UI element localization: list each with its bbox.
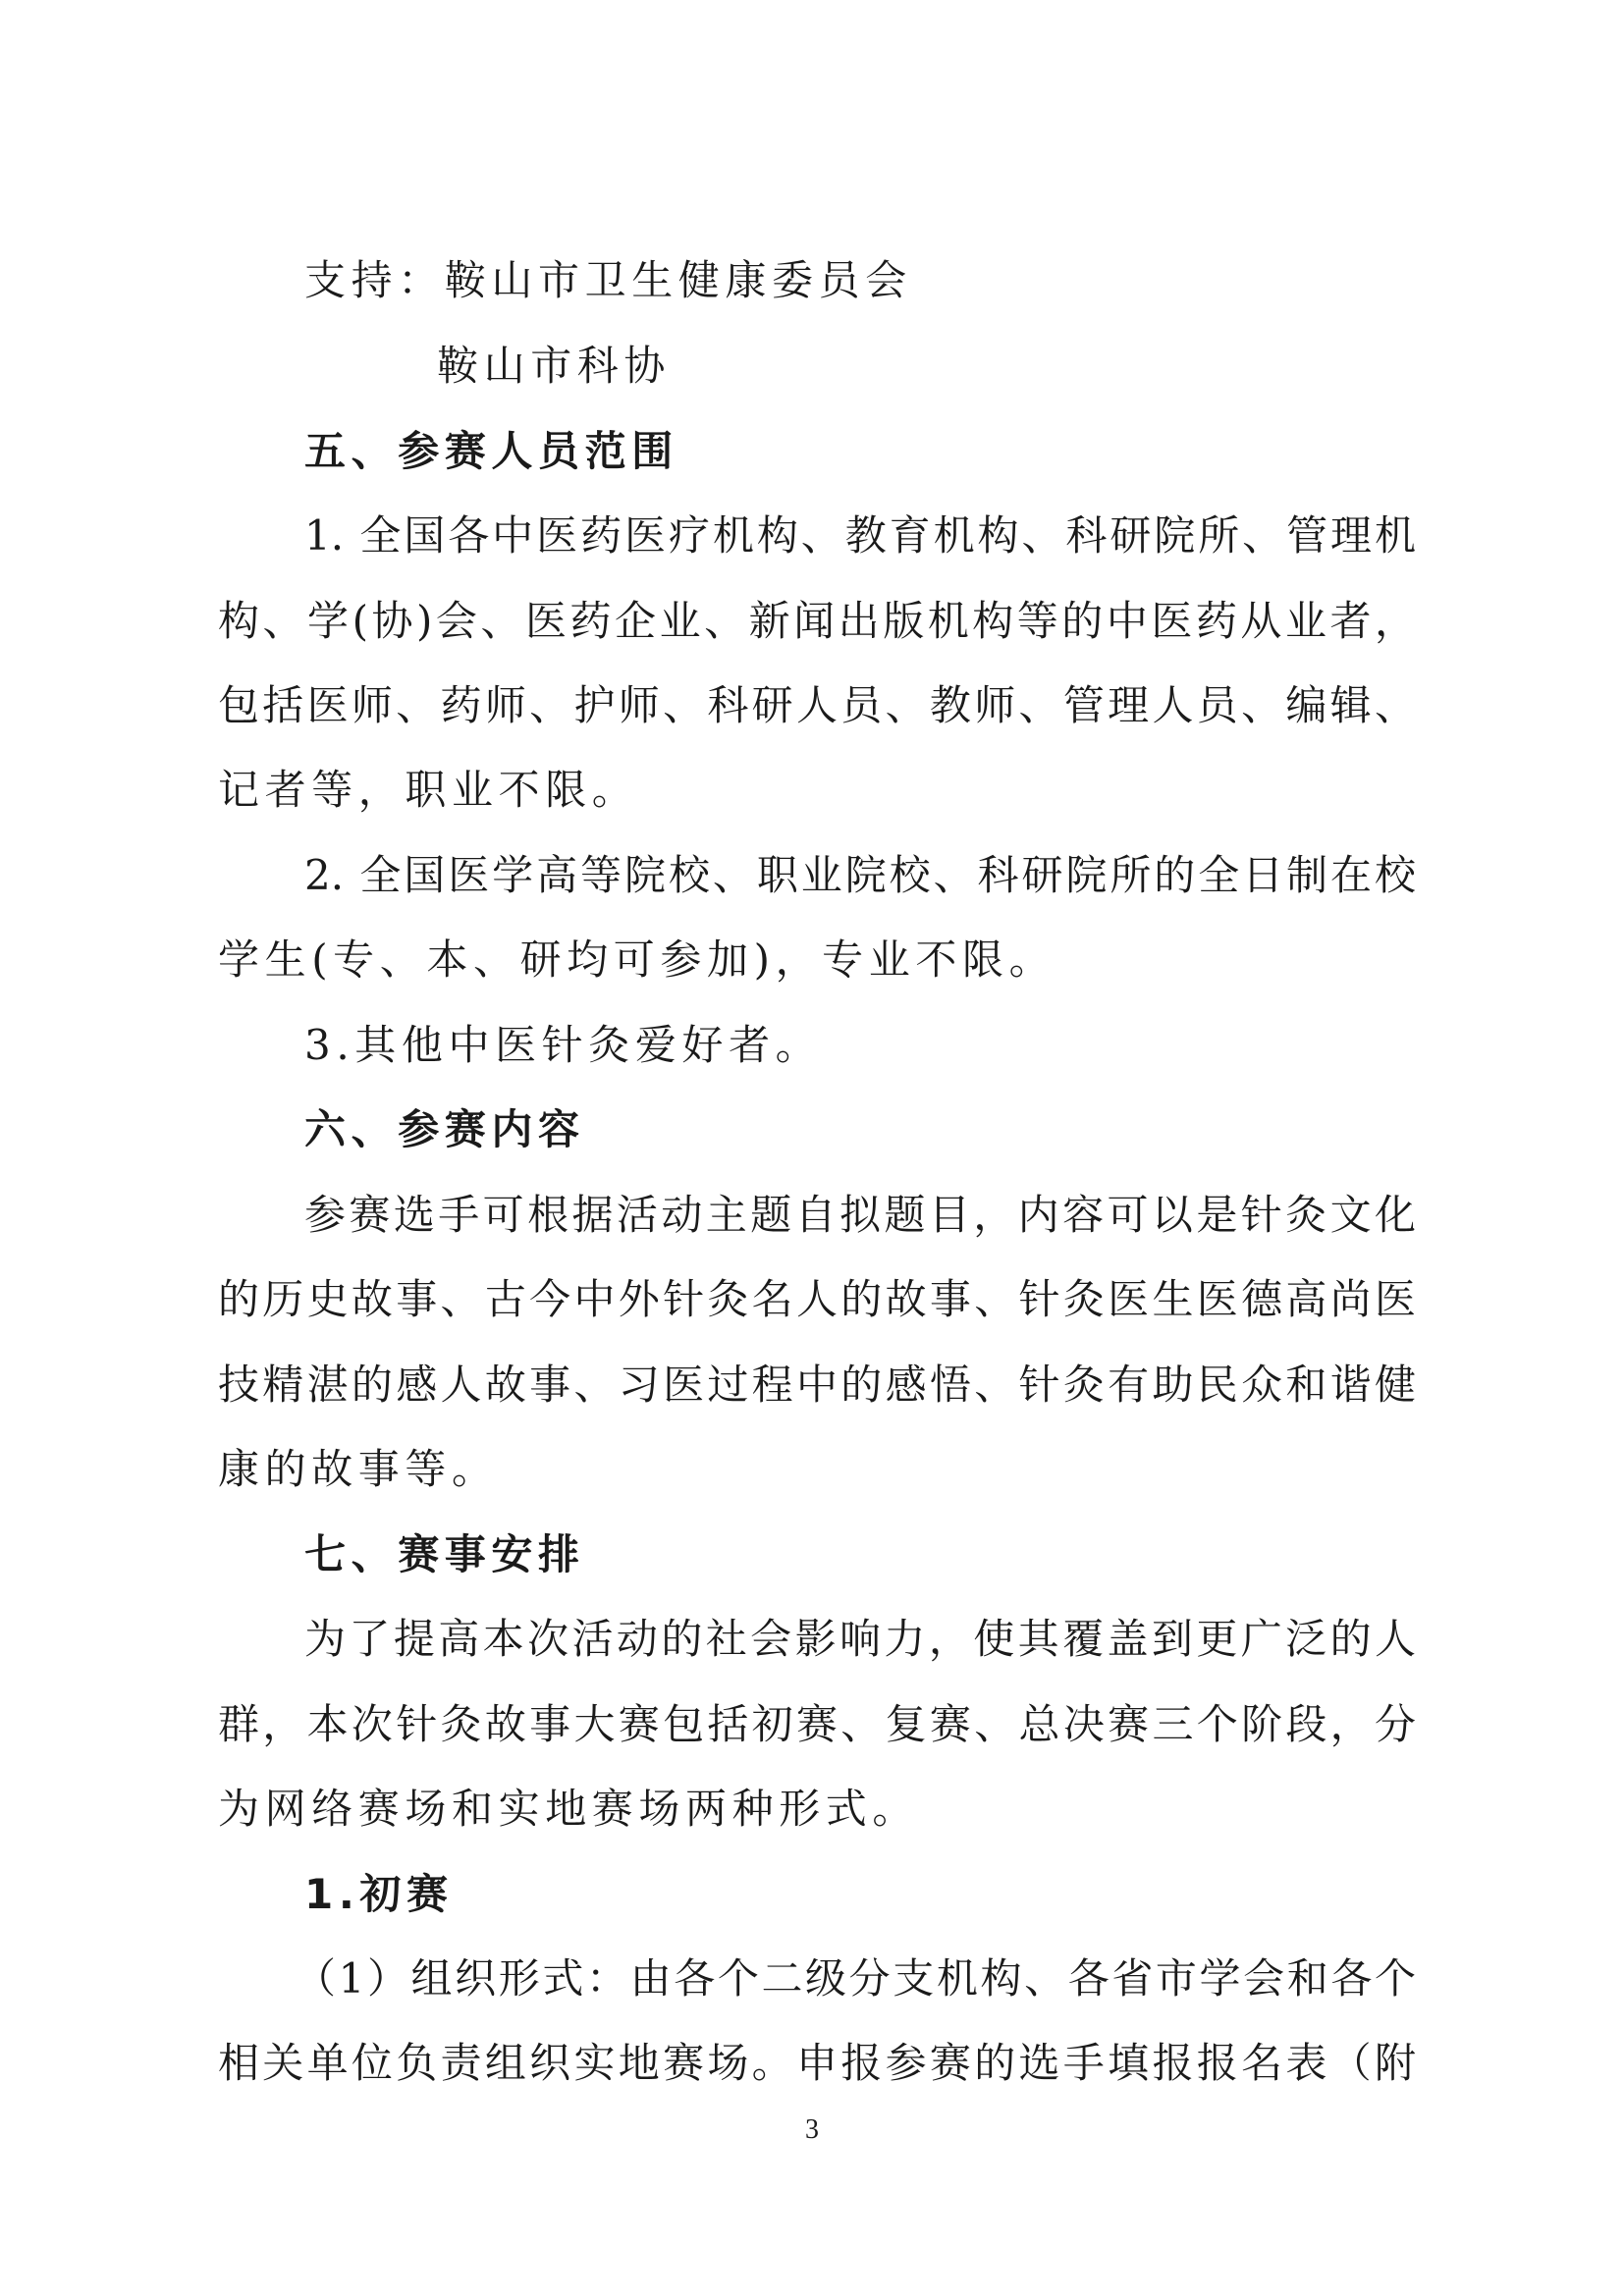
para-1-line-1: 1. 全国各中医药医疗机构、教育机构、科研院所、管理机 (304, 511, 1416, 560)
organization-para-line-1: （1）组织形式：由各个二级分支机构、各省市学会和各个 (295, 1954, 1416, 2002)
para-1-line-2: 构、学(协)会、医药企业、新闻出版机构等的中医药从业者， (218, 597, 1416, 645)
content-para-line-2: 的历史故事、古今中外针灸名人的故事、针灸医生医德高尚医 (218, 1275, 1416, 1323)
support-line-2: 鞍山市科协 (437, 342, 672, 390)
content-para-line-4: 康的故事等。 (218, 1445, 499, 1493)
para-2-line-1: 2. 全国医学高等院校、职业院校、科研院所的全日制在校 (304, 851, 1416, 899)
support-line-1: 支持：鞍山市卫生健康委员会 (304, 256, 912, 304)
arrangement-para-line-2: 群，本次针灸故事大赛包括初赛、复赛、总决赛三个阶段，分 (218, 1700, 1416, 1748)
page-number: 3 (805, 2114, 819, 2145)
section-heading-6: 六、参赛内容 (304, 1105, 585, 1153)
arrangement-para-line-1: 为了提高本次活动的社会影响力，使其覆盖到更广泛的人 (304, 1615, 1416, 1663)
content-para-line-1: 参赛选手可根据活动主题自拟题目，内容可以是针灸文化 (304, 1191, 1416, 1239)
section-heading-5: 五、参赛人员范围 (304, 427, 678, 475)
para-1-line-4: 记者等，职业不限。 (218, 766, 639, 814)
para-1-line-3: 包括医师、药师、护师、科研人员、教师、管理人员、编辑、 (218, 681, 1416, 729)
para-3-line-1: 3.其他中医针灸爱好者。 (304, 1021, 823, 1069)
para-2-line-2: 学生(专、本、研均可参加)，专业不限。 (218, 935, 1056, 984)
section-heading-7: 七、赛事安排 (304, 1530, 585, 1578)
organization-para-line-2: 相关单位负责组织实地赛场。申报参赛的选手填报报名表（附 (218, 2039, 1416, 2087)
subsection-heading-7-1: 1.初赛 (304, 1870, 454, 1918)
content-para-line-3: 技精湛的感人故事、习医过程中的感悟、针灸有助民众和谐健 (218, 1361, 1416, 1409)
arrangement-para-line-3: 为网络赛场和实地赛场两种形式。 (218, 1785, 920, 1833)
